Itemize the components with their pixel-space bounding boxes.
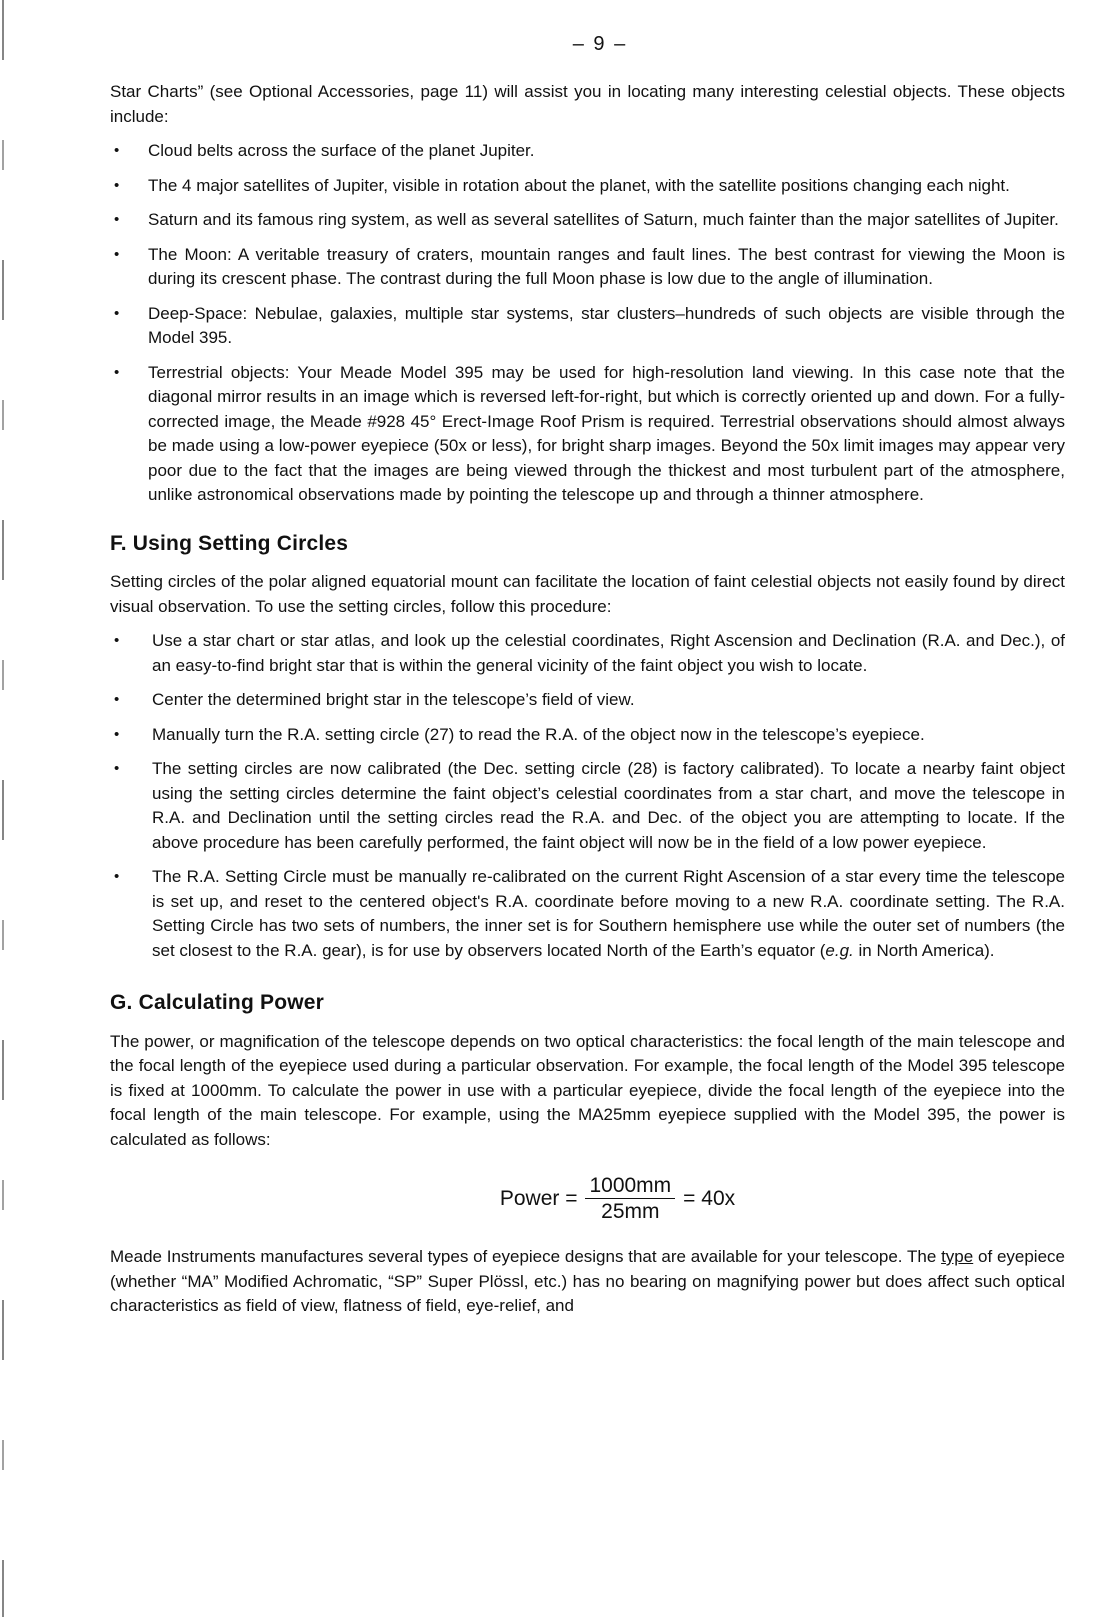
section-heading-setting-circles: F. Using Setting Circles	[110, 531, 349, 555]
list-item: • Use a star chart or star atlas, and look up the celestial coordinates, Right Ascension and Declination (R.A. and Dec.), of an easy-to-find bright star that is within the general vicinity of the faint object you wish to locate.	[110, 629, 1065, 678]
list-item: • Deep-Space: Nebulae, galaxies, multiple star systems, star clusters–hundreds of such objects are visible through the Model 395.	[110, 302, 1065, 351]
list-item	[110, 865, 1065, 963]
setting-circles-paragraph: Setting circles of the polar aligned equatorial mount can facilitate the location of faint celestial objects not easily found by direct visual observation. To use the setting circles, follow this procedure:	[110, 572, 1065, 616]
formula-result: = 40x	[683, 1187, 736, 1211]
document-body	[110, 80, 1065, 1319]
list-item: • Saturn and its famous ring system, as well as several satellites of Saturn, much fainter than the major satellites of Jupiter.	[110, 208, 1065, 233]
list-item: • The 4 major satellites of Jupiter, visible in rotation about the planet, with the satellite positions changing each night.	[110, 174, 1065, 199]
list-item: • The setting circles are now calibrated (the Dec. setting circle (28) is factory calibrated). To locate a nearby faint object using the setting circles determine the faint object’s celestial coordinates from a star chart, and move the telescope in R.A. and Declination until the setting circles read the R.A. and Dec. of the object you are attempting to locate. If the above procedure has been carefully performed, the faint object will now be in the field of a low power eyepiece.	[110, 757, 1065, 855]
list-item: • Terrestrial objects: Your Meade Model 395 may be used for high-resolution land viewing. In this case note that the diagonal mirror results in an image which is reversed left-for-right, but which is correctly oriented up and down. For a fully-corrected image, the Meade #928 45° Erect-Image Roof Prism is required. Terrestrial observations should almost always be made using a low-power eyepiece (50x or less), for bright sharp images. Beyond the 50x limit images may appear very poor due to the fact that the images are being viewed through the thickest and most turbulent part of the atmosphere, unlike astronomical observations made by pointing the telescope up and through a thinner atmosphere.	[110, 361, 1065, 508]
page-number: – 9 –	[572, 33, 628, 55]
list-item: • Manually turn the R.A. setting circle (27) to read the R.A. of the object now in the telescope’s eyepiece.	[110, 723, 1065, 748]
list-item-text: The R.A. Setting Circle must be manually re-calibrated on the current Right Ascension of a star every time the telescope is set up, and reset to the centered object's R.A. coordinate before moving to a new R.A. coordinate setting. The R.A. Setting Circle has two sets of numbers, the inner set is for Southern hemisphere use while the outer set of numbers (the set closest to the R.A. gear), is for use by observers located North of the Earth’s equator (	[152, 867, 1065, 960]
paragraph-text: Meade Instruments manufactures several types of eyepiece designs that are available for your telescope. The	[110, 1247, 942, 1266]
eyepiece-types-paragraph	[110, 1245, 1065, 1319]
section-heading-calculating-power: G. Calculating Power	[110, 991, 325, 1014]
power-formula	[170, 1174, 1065, 1225]
formula-numerator: 1000mm	[585, 1174, 675, 1199]
underlined-text: type	[941, 1247, 974, 1266]
list-item: • Cloud belts across the surface of the planet Jupiter.	[110, 139, 1065, 164]
objects-list	[110, 139, 1065, 508]
list-item: • The Moon: A veritable treasury of craters, mountain ranges and fault lines. The best contrast for viewing the Moon is during its crescent phase. The contrast during the full Moon phase is low due to the angle of illumination.	[110, 243, 1065, 292]
scan-edge-artifact	[2, 0, 4, 1617]
list-item: • Center the determined bright star in the telescope’s field of view.	[110, 688, 1065, 713]
formula-denominator: 25mm	[601, 1200, 660, 1223]
setting-circles-steps	[110, 629, 1065, 963]
paragraph-text: of eyepiece (whether “MA” Modified Achromatic, “SP” Super Plössl, etc.) has no bearing on magnifying power but does affect such optical characteristics as field of view, flatness of field, eye-relief, and	[110, 1247, 1065, 1315]
intro-paragraph: Star Charts” (see Optional Accessories, page 11) will assist you in locating many interesting celestial objects. These objects include:	[110, 82, 1065, 126]
list-item-text: in North America).	[853, 940, 995, 960]
formula-fraction	[585, 1174, 675, 1225]
calculating-power-paragraph: The power, or magnification of the telescope depends on two optical characteristics: the focal length of the main telescope and the focal length of the eyepiece used during a particular observation. For example, the focal length of the Model 395 telescope is fixed at 1000mm. To calculate the power in use with a particular eyepiece, divide the focal length of the eyepiece into the focal length of the main telescope. For example, using the MA25mm eyepiece supplied with the Model 395, the power is calculated as follows:	[110, 1031, 1065, 1149]
formula-label: Power =	[499, 1187, 578, 1211]
emphasis-text: e.g.	[825, 940, 854, 960]
